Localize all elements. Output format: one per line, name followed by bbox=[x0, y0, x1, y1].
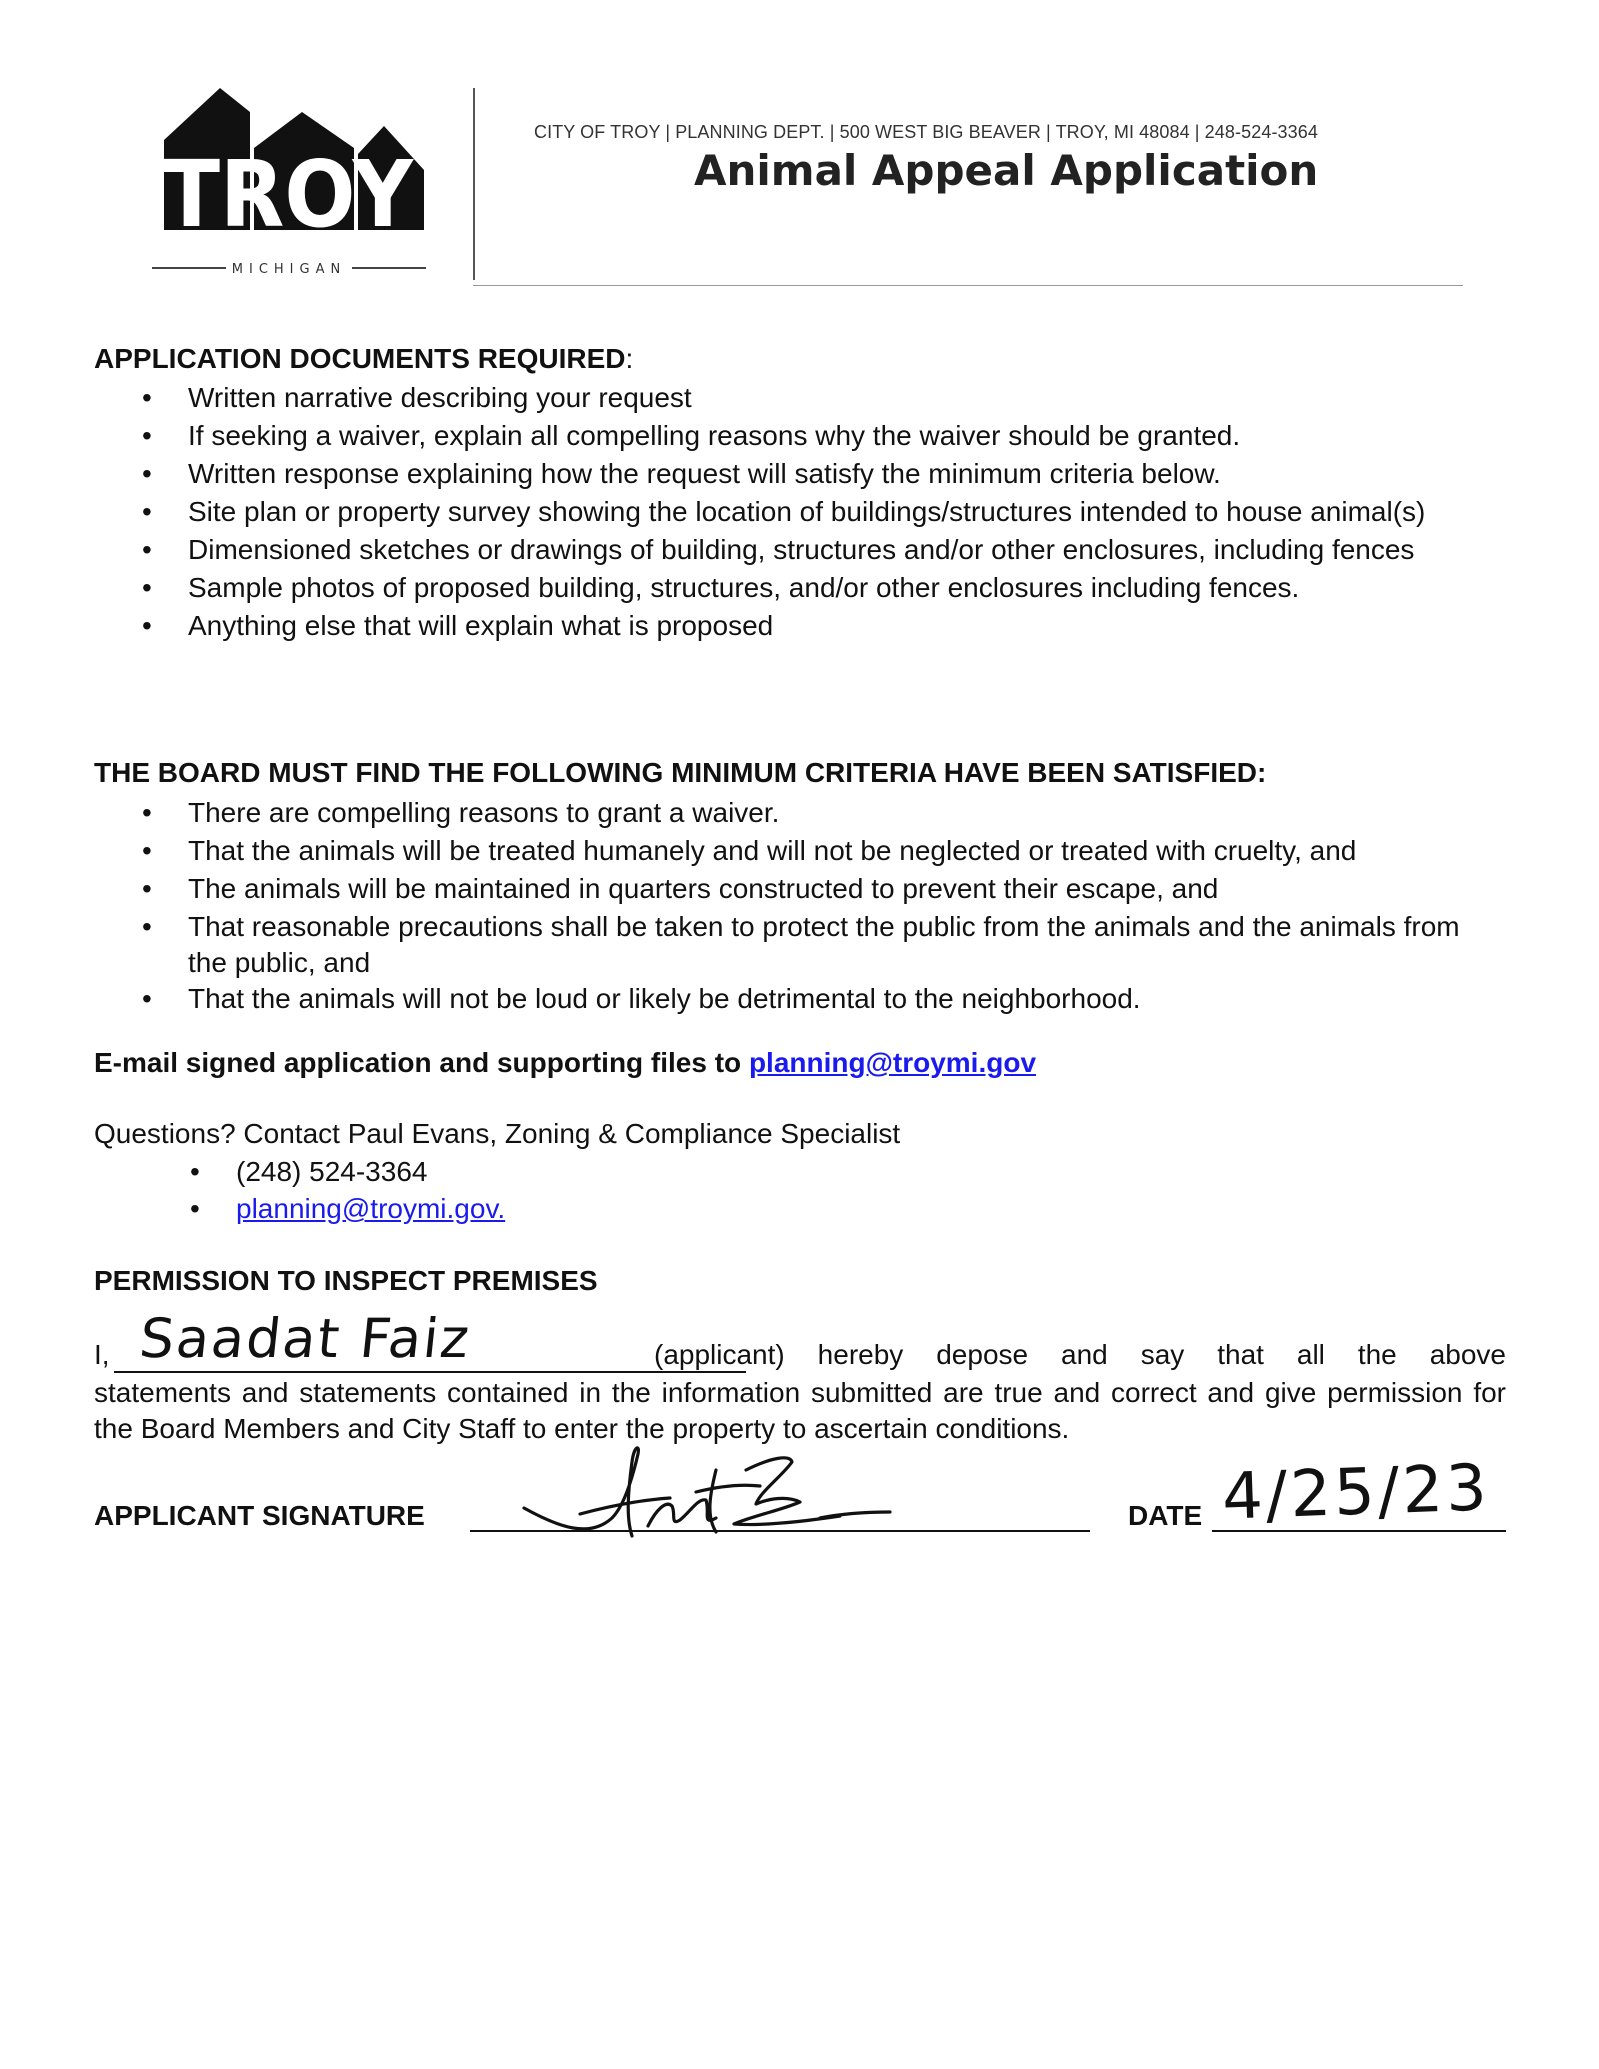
logo-wordmark: TROY bbox=[163, 141, 415, 248]
applicant-name-handwritten: Saadat Faiz bbox=[136, 1307, 475, 1370]
contact-email-item bbox=[94, 1191, 1505, 1228]
criteria-heading: THE BOARD MUST FIND THE FOLLOWING MINIMUM CRITERIA HAVE BEEN SATISFIED: bbox=[94, 757, 1267, 788]
planning-email-link[interactable]: planning@troymi.gov bbox=[748, 1047, 1037, 1078]
contact-list bbox=[94, 1154, 1505, 1228]
logo-subtext: MICHIGAN bbox=[231, 262, 347, 277]
list-item: • That the animals will not be loud or likely be detrimental to the neighborhood. bbox=[94, 981, 1505, 1019]
header-rule bbox=[473, 285, 1463, 286]
applicant-signature-label: APPLICANT SIGNATURE bbox=[94, 1500, 425, 1531]
list-item: • Written response explaining how the request will satisfy the minimum criteria below. bbox=[94, 456, 1505, 494]
handwritten-signature bbox=[520, 1440, 910, 1550]
contact-phone: • (248) 524-3364 bbox=[94, 1154, 1505, 1191]
declaration-first-line bbox=[94, 1307, 1506, 1371]
list-item: • Dimensioned sketches or drawings of building, structures and/or other enclosures, including fences bbox=[94, 532, 1505, 570]
list-item: • The animals will be maintained in quarters constructed to prevent their escape, and bbox=[94, 871, 1505, 909]
list-item: • There are compelling reasons to grant a waiver. bbox=[94, 795, 1505, 833]
department-contact-line: CITY OF TROY | PLANNING DEPT. | 500 WEST BIG BEAVER | TROY, MI 48084 | 248-524-3364 bbox=[534, 122, 1318, 142]
troy-logo bbox=[138, 80, 438, 285]
declaration-line1-text: (applicant) hereby depose and say that all the above bbox=[654, 1339, 1506, 1370]
list-item: • Written narrative describing your request bbox=[94, 380, 1505, 418]
list-item: • That reasonable precautions shall be taken to protect the public from the animals and the animals from the public, and bbox=[94, 909, 1505, 981]
email-instructions-text: E-mail signed application and supporting files to bbox=[94, 1047, 749, 1078]
form-title: Animal Appeal Application bbox=[694, 146, 1319, 195]
declaration-body: statements and statements contained in the information submitted are true and correct and give permission for the Board Members and City Staff to enter the property to ascertain conditions. bbox=[94, 1377, 1506, 1444]
documents-list bbox=[94, 380, 1505, 646]
applicant-name-field[interactable] bbox=[114, 1371, 746, 1373]
contact-email-link[interactable]: planning@troymi.gov. bbox=[236, 1193, 506, 1224]
declaration-prefix: I, bbox=[94, 1339, 110, 1370]
documents-heading-text: APPLICATION DOCUMENTS REQUIRED bbox=[94, 343, 626, 374]
list-item: • That the animals will be treated humanely and will not be neglected or treated with cruelty, and bbox=[94, 833, 1505, 871]
permission-heading: PERMISSION TO INSPECT PREMISES bbox=[94, 1265, 598, 1296]
questions-contact: Questions? Contact Paul Evans, Zoning & Compliance Specialist bbox=[94, 1118, 901, 1149]
documents-heading-colon: : bbox=[625, 343, 634, 374]
list-item: • Sample photos of proposed building, structures, and/or other enclosures including fences. bbox=[94, 570, 1505, 608]
documents-required-heading bbox=[94, 343, 633, 375]
criteria-list bbox=[94, 795, 1505, 1019]
list-item: • If seeking a waiver, explain all compelling reasons why the waiver should be granted. bbox=[94, 418, 1505, 456]
date-label: DATE bbox=[1128, 1500, 1203, 1531]
email-instructions bbox=[94, 1047, 1036, 1079]
list-item: • Site plan or property survey showing the location of buildings/structures intended to house animal(s) bbox=[94, 494, 1505, 532]
list-item: • Anything else that will explain what is proposed bbox=[94, 608, 1505, 646]
header-divider bbox=[473, 88, 475, 280]
date-handwritten: 4/25/23 bbox=[1220, 1451, 1491, 1535]
